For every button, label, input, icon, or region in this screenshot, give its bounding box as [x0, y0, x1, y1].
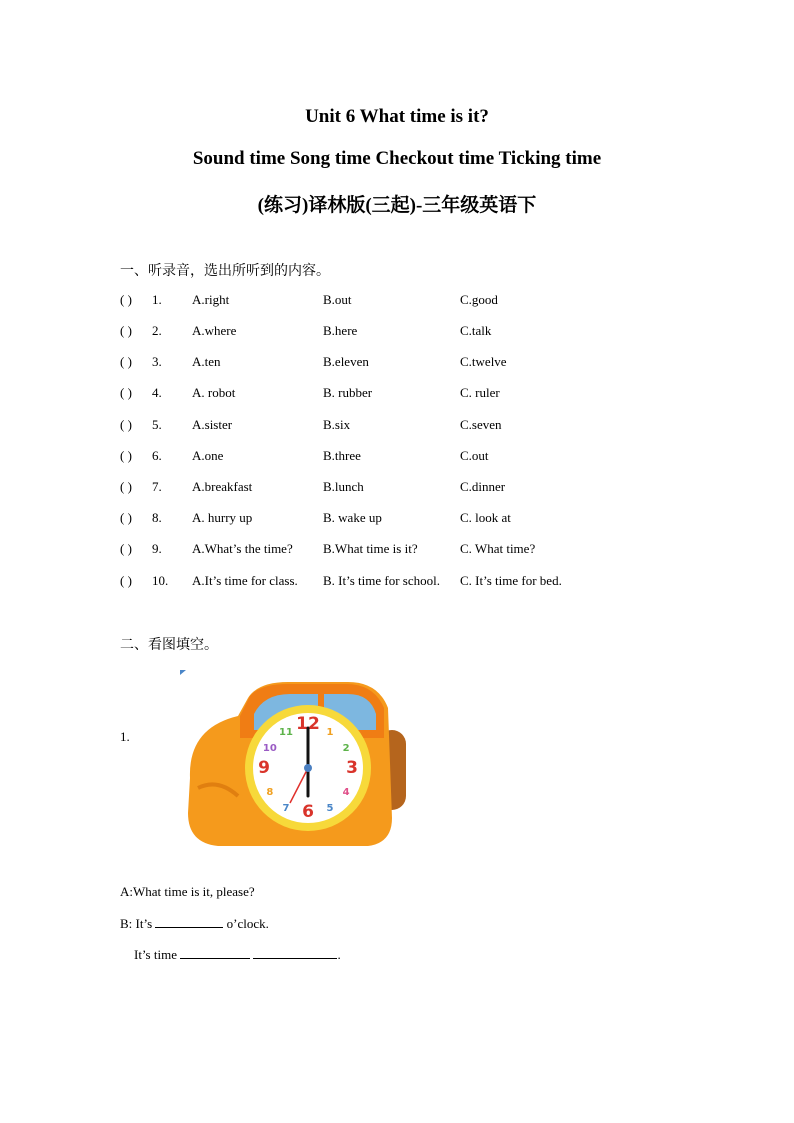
question-row — [120, 479, 680, 499]
activity-blank-1[interactable] — [180, 946, 250, 959]
option-a: A.It’s time for class. — [192, 573, 298, 588]
question-number: 2. — [152, 323, 162, 338]
corner-mark — [180, 670, 186, 675]
question-number: 9. — [152, 541, 162, 556]
part1-heading: 一、听录音，选出所听到的内容。 — [120, 263, 330, 279]
answer-paren[interactable]: ( ) — [120, 573, 132, 588]
question-row — [120, 385, 680, 405]
clock-number: 11 — [279, 726, 293, 738]
clock-number: 10 — [262, 743, 277, 754]
option-a: A.right — [192, 292, 230, 307]
worksheet-title-unit: Unit 6 What time is it? — [305, 106, 489, 127]
option-c: C.out — [460, 448, 489, 463]
answer-paren[interactable]: ( ) — [120, 292, 132, 307]
answer-paren[interactable]: ( ) — [120, 479, 132, 494]
clock-number: 8 — [266, 787, 274, 798]
question-number: 10. — [152, 573, 169, 588]
option-c: C. It’s time for bed. — [460, 573, 562, 588]
question-number: 3. — [152, 354, 162, 369]
answer-paren[interactable]: ( ) — [120, 354, 132, 369]
option-a: A. hurry up — [192, 510, 253, 525]
option-b: B.out — [323, 292, 352, 307]
option-b: B. It’s time for school. — [323, 573, 440, 588]
question-row — [120, 417, 680, 437]
dialog-answer-suffix: o’clock. — [223, 916, 269, 931]
answer-paren[interactable]: ( ) — [120, 510, 132, 525]
option-b: B.eleven — [323, 354, 369, 369]
option-c: C. look at — [460, 510, 511, 525]
clock-number: 4 — [342, 787, 350, 798]
question-row — [120, 323, 680, 343]
clock-number: 7 — [282, 803, 290, 815]
option-b: B. wake up — [323, 510, 382, 525]
question-row — [120, 354, 680, 374]
clock-number: 6 — [302, 802, 314, 822]
question-row — [120, 292, 680, 312]
option-b: B.here — [323, 323, 358, 338]
option-c: C.twelve — [460, 354, 507, 369]
clock-number: 5 — [326, 803, 334, 815]
worksheet-title-edition: (练习)译林版(三起)-三年级英语下 — [257, 195, 537, 216]
question-number: 1. — [152, 292, 162, 307]
option-c: C. What time? — [460, 541, 536, 556]
option-a: A.What’s the time? — [192, 541, 293, 556]
option-b: B.lunch — [323, 479, 364, 494]
dialog-answer-line — [120, 915, 269, 932]
car-clock-picture — [178, 668, 413, 858]
question-row — [120, 573, 680, 593]
question-number: 5. — [152, 417, 162, 432]
question-number: 7. — [152, 479, 162, 494]
option-c: C.dinner — [460, 479, 506, 494]
option-c: C.seven — [460, 417, 502, 432]
answer-paren[interactable]: ( ) — [120, 541, 132, 556]
dialog-question: A:What time is it, please? — [120, 884, 255, 899]
option-a: A.where — [192, 323, 237, 338]
activity-blank-2[interactable] — [253, 946, 337, 959]
clock-number: 3 — [346, 758, 358, 778]
option-a: A.ten — [192, 354, 221, 369]
dialog-activity-line: It’s time . — [134, 947, 341, 962]
question-number: 4. — [152, 385, 162, 400]
picture-item-number: 1. — [120, 729, 130, 744]
option-c: C.good — [460, 292, 498, 307]
clock-number: 2 — [342, 743, 350, 754]
clock-number: 12 — [296, 714, 320, 734]
question-number: 8. — [152, 510, 162, 525]
option-a: A.breakfast — [192, 479, 253, 494]
clock-number: 1 — [326, 726, 334, 738]
dialog-activity-prefix: It’s time — [134, 947, 177, 962]
option-a: A.sister — [192, 417, 233, 432]
question-row — [120, 541, 680, 561]
answer-paren[interactable]: ( ) — [120, 385, 132, 400]
clock-center-pin — [304, 764, 312, 772]
hour-blank[interactable] — [155, 915, 223, 928]
option-b: B.six — [323, 417, 351, 432]
option-b: B. rubber — [323, 385, 373, 400]
option-b: B.three — [323, 448, 361, 463]
question-row — [120, 448, 680, 468]
worksheet-title-sections: Sound time Song time Checkout time Ticking time — [192, 148, 602, 169]
option-c: C. ruler — [460, 385, 500, 400]
option-b: B.What time is it? — [323, 541, 418, 556]
question-number: 6. — [152, 448, 162, 463]
answer-paren[interactable]: ( ) — [120, 417, 132, 432]
option-c: C.talk — [460, 323, 492, 338]
option-a: A. robot — [192, 385, 236, 400]
answer-paren[interactable]: ( ) — [120, 448, 132, 463]
part2-heading: 二、看图填空。 — [120, 637, 218, 653]
answer-paren[interactable]: ( ) — [120, 323, 132, 338]
dialog-answer-prefix: B: It’s — [120, 916, 153, 931]
question-row — [120, 510, 680, 530]
clock-number: 9 — [258, 758, 270, 778]
option-a: A.one — [192, 448, 224, 463]
